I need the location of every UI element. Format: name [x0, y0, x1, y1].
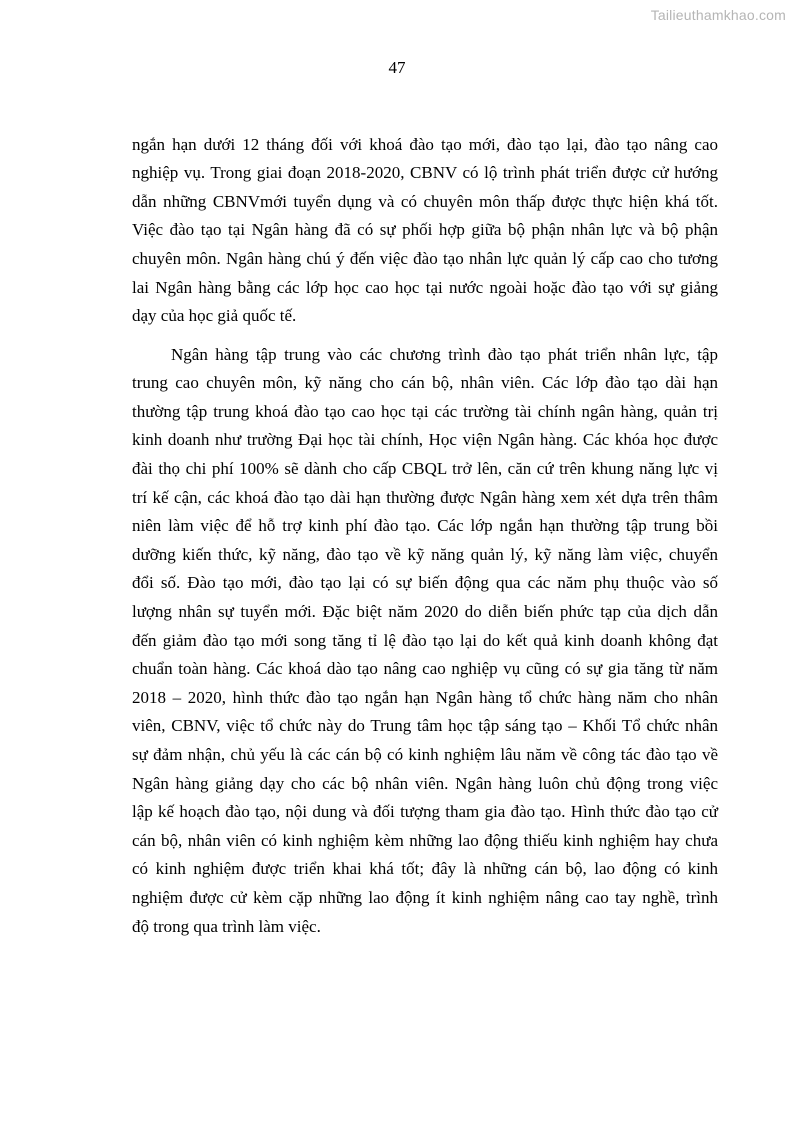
- paragraph-line: trí kế cận, các khoá đào tạo dài hạn thường được Ngân hàng xem xét dựa trên thâm: [132, 488, 718, 507]
- paragraph-line: lai Ngân hàng bằng các lớp học cao học tại nước ngoài hoặc đào tạo với sự giảng: [132, 278, 718, 297]
- page-number: 47: [388, 58, 406, 77]
- paragraph-line: cán bộ, nhân viên có kinh nghiệm kèm những lao động thiếu kinh nghiệm hay chưa: [132, 831, 718, 850]
- paragraph-line: Ngân hàng tập trung vào các chương trình đào tạo phát triển nhân lực, tập: [171, 345, 718, 364]
- paragraph-line: chuyên môn. Ngân hàng chú ý đến việc đào tạo nhân lực quản lý cấp cao cho tương: [132, 249, 718, 268]
- paragraph-line: thường tập trung khoá đào tạo cao học tại các trường tài chính ngân hàng, quản trị: [132, 402, 718, 421]
- paragraph-line: dẫn những CBNVmới tuyển dụng và có chuyên môn thấp được thực hiện khá tốt.: [132, 192, 718, 211]
- paragraph-line: nghiệp vụ. Trong giai đoạn 2018-2020, CBNV có lộ trình phát triển được cử hướng: [132, 163, 718, 182]
- paragraph-line: viên, CBNV, việc tổ chức này do Trung tâm học tập sáng tạo – Khối Tổ chức nhân: [132, 716, 718, 735]
- paragraph-line: đến giảm đào tạo mới song tăng tỉ lệ đào tạo lại do kết quả kinh doanh không đạt: [132, 631, 718, 650]
- paragraph-line: đài thọ chi phí 100% sẽ dành cho cấp CBQL trở lên, căn cứ trên khung năng lực vị: [132, 459, 718, 478]
- watermark-text: Tailieuthamkhao.com: [650, 7, 786, 23]
- paragraph-line: Việc đào tạo tại Ngân hàng đã có sự phối hợp giữa bộ phận nhân lực và bộ phận: [132, 220, 718, 239]
- paragraph-line: có kinh nghiệm được triển khai khá tốt; đây là những cán bộ, lao động có kinh: [132, 859, 718, 878]
- paragraph-line: dạy của học giả quốc tế.: [132, 306, 297, 325]
- paragraph-line: kinh doanh như trường Đại học tài chính, Học viện Ngân hàng. Các khóa học được: [132, 430, 718, 449]
- paragraph-line: ngắn hạn dưới 12 tháng đối với khoá đào tạo mới, đào tạo lại, đào tạo nâng cao: [132, 135, 718, 154]
- paragraph-line: lượng nhân sự tuyển mới. Đặc biệt năm 2020 do diễn biến phức tạp của dịch dẫn: [132, 602, 718, 621]
- paragraph-line: dưỡng kiến thức, kỹ năng, đào tạo về kỹ năng quản lý, kỹ năng làm việc, chuyển: [132, 545, 718, 564]
- paragraph-line: niên làm việc để hỗ trợ kinh phí đào tạo. Các lớp ngắn hạn thường tập trung bồi: [132, 516, 718, 535]
- paragraph-line: Ngân hàng giảng dạy cho các bộ nhân viên. Ngân hàng luôn chủ động trong việc: [132, 774, 718, 793]
- paragraph-line: đổi số. Đào tạo mới, đào tạo lại có sự biến động qua các năm phụ thuộc vào số: [132, 573, 718, 592]
- paragraph-line: độ trong qua trình làm việc.: [132, 917, 321, 936]
- paragraph-line: 2018 – 2020, hình thức đào tạo ngắn hạn Ngân hàng tổ chức hàng năm cho nhân: [132, 688, 718, 707]
- paragraph-line: chuẩn toàn hàng. Các khoá dào tạo nâng cao nghiệp vụ cũng có sự gia tăng từ năm: [132, 659, 718, 678]
- paragraph-line: nghiệm được cử kèm cặp những lao động ít kinh nghiệm nâng cao tay nghề, trình: [132, 888, 718, 907]
- paragraph-line: trung cao chuyên môn, kỹ năng cho cán bộ, nhân viên. Các lớp đào tạo dài hạn: [132, 373, 718, 392]
- paragraph-line: sự đảm nhận, chủ yếu là các cán bộ có kinh nghiệm lâu năm về công tác đào tạo về: [132, 745, 718, 764]
- paragraph-line: lập kế hoạch đào tạo, nội dung và đối tượng tham gia đào tạo. Hình thức đào tạo cử: [132, 802, 718, 821]
